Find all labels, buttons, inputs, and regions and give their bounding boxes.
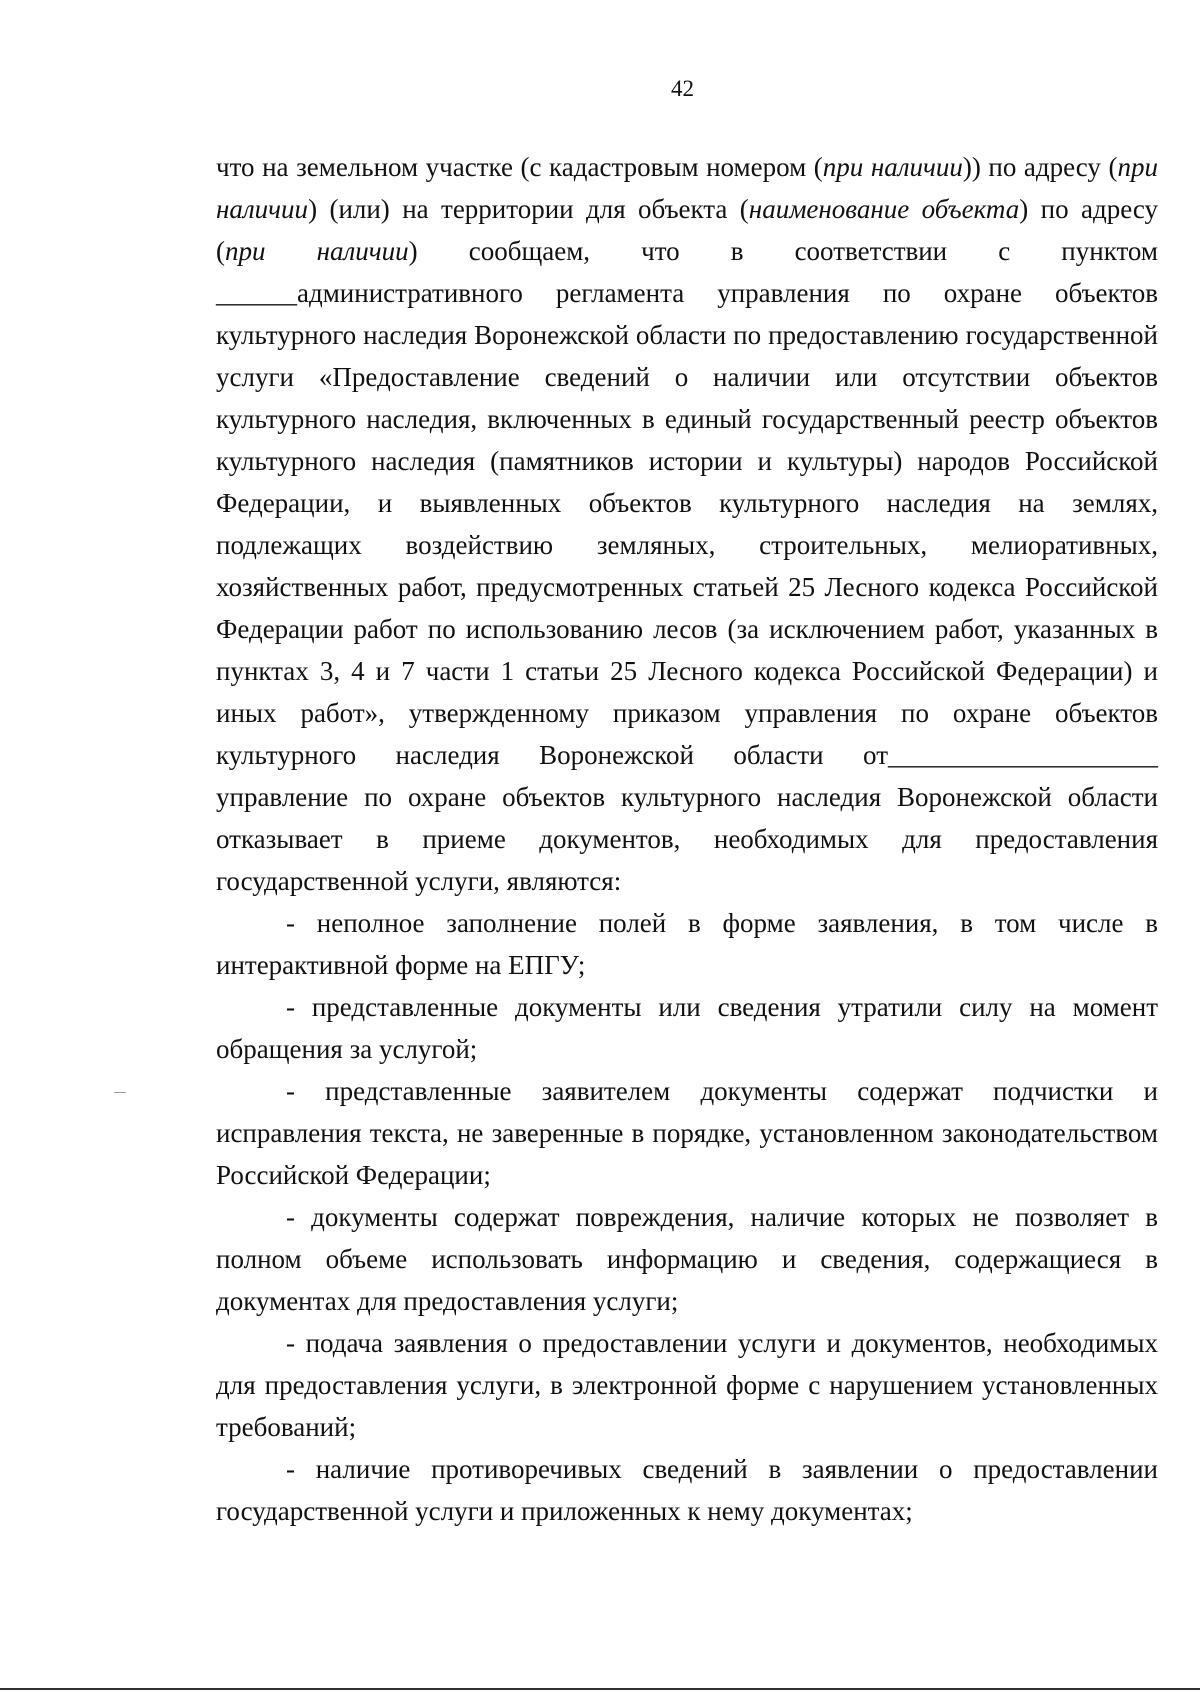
intro-text-6: административного регламента управления по охране объектов культурного наследия Воронежской области по предоставлению государственной услуги «Предоставление сведений о наличии или отсутствии объектов культурного наследия, включенных в единый государственный реестр объектов культурного наследия (памятников истории и культуры) народов Российской Федерации, и выявленных объектов культурного наследия на землях, подлежащих воздействию земляных, строительных, мелиоративных, хозяйственных работ, предусмотренных статьей 25 Лесного кодекса Российской Федерации работ по использованию лесов (за исключением работ, указанных в пунктах 3, 4 и 7 части 1 статьи 25 Лесного кодекса Российской Федерации) и иных работ», утвержденному приказом управления по охране объектов культурного наследия Воронежской области от [216,278,1158,770]
intro-paragraph [216,146,1158,902]
intro-text-4: ) по адресу ( [216,194,1158,266]
refusal-reason-4: - документы содержат повреждения, наличие которых не позволяет в полном объеме использовать информацию и сведения, содержащиеся в документах для предоставления услуги; [216,1202,1158,1316]
page-number: 42 [671,76,694,101]
placeholder-object-name: наименование объекта [748,194,1020,224]
placeholder-address: при наличии [216,152,1158,224]
page-bottom-rule [0,1688,1200,1690]
document-body [216,146,1158,1532]
refusal-reason-1: - неполное заполнение полей в форме заявления, в том числе в интерактивной форме на ЕПГУ; [216,908,1158,980]
scan-margin-mark [114,1092,126,1093]
intro-text-2: )) по адресу ( [962,152,1118,182]
refusal-reason-2: - представленные документы или сведения утратили силу на момент обращения за услугой; [216,992,1158,1064]
intro-text-3: ) (или) на территории для объекта ( [308,194,749,224]
placeholder-cadastral: при наличии [822,152,963,182]
intro-text-5: ) сообщаем, что в соответствии с пунктом [408,236,1158,266]
blank-order-date: ____________________ [888,740,1158,770]
blank-point-number: ______ [216,278,297,308]
intro-text-7: управление по охране объектов культурного наследия Воронежской области отказывает в приеме документов, необходимых для предоставления государственной услуги, являются: [216,782,1158,896]
placeholder-address-2: при наличии [225,236,409,266]
intro-text-1: что на земельном участке (с кадастровым номером ( [216,152,823,182]
refusal-reason-5: - подача заявления о предоставлении услуги и документов, необходимых для предоставления услуги, в электронной форме с нарушением установленных требований; [216,1328,1158,1442]
refusal-reason-6: - наличие противоречивых сведений в заявлении о предоставлении государственной услуги и приложенных к нему документах; [216,1454,1158,1526]
refusal-reason-3: - представленные заявителем документы содержат подчистки и исправления текста, не заверенные в порядке, установленном законодательством Российской Федерации; [216,1076,1158,1190]
